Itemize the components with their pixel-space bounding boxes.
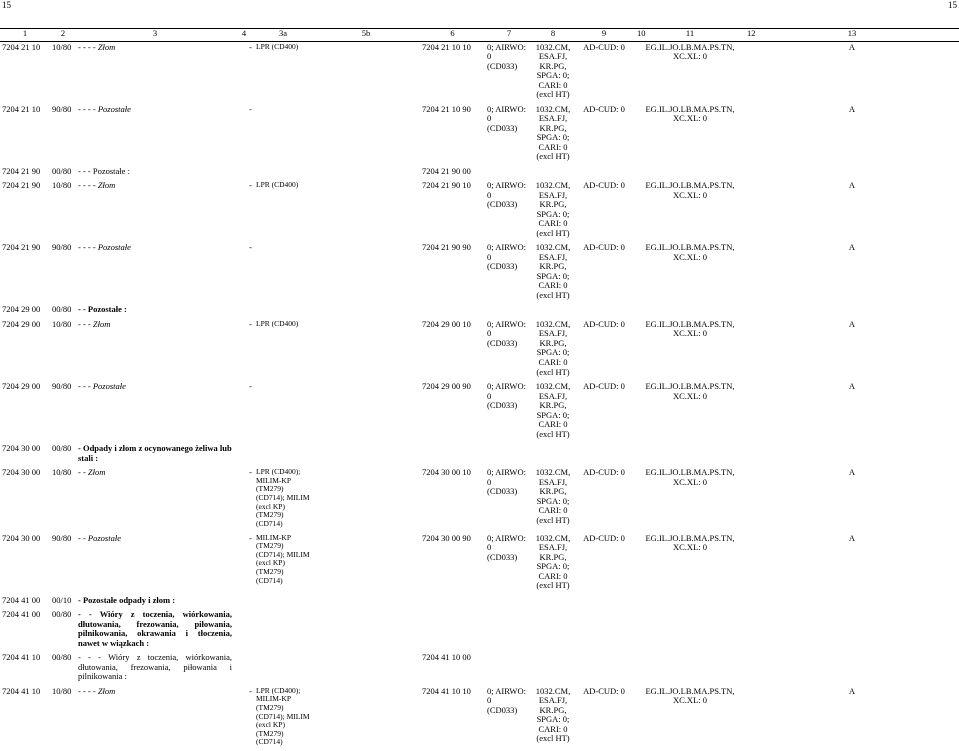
column-5b [254, 166, 312, 177]
status-letter [745, 609, 959, 648]
cn-code: 7204 30 00 [2, 467, 41, 478]
table-row [0, 166, 959, 177]
preferences: EG.IL.JO.LB.MA.PS.TN, XC.XL: 0 [645, 242, 735, 262]
duty-rate [485, 443, 533, 463]
description: - - - - Złom [78, 41, 116, 52]
description: - Odpady i złom z ocynowanego żeliwa lub stali : [78, 443, 234, 463]
status-letter: A [848, 467, 856, 478]
column-header: 6 [450, 28, 455, 38]
description: - Pozostałe odpady i złom : [78, 594, 176, 605]
spacer [312, 41, 420, 100]
suffix: 90/80 [52, 532, 72, 543]
column-header: 8 [550, 28, 556, 38]
taric-code [420, 443, 485, 463]
duty-rate [485, 595, 533, 606]
column-3a [234, 304, 254, 315]
table-row [0, 467, 959, 528]
column-5b [254, 609, 312, 648]
antidumping [573, 652, 635, 682]
suffix: 10/80 [52, 318, 72, 329]
codes: 1032.CM, ESA.FJ, KR.PG, SPGA: 0; CARI: 0 (excl HT) [535, 381, 571, 439]
cn-code: 7204 29 00 [2, 381, 41, 392]
preferences: EG.IL.JO.LB.MA.PS.TN, XC.XL: 0 [645, 685, 735, 706]
duty-rate: 0; AIRWO: 0 (CD033) [487, 103, 526, 133]
status-letter [745, 304, 959, 315]
column-3a [234, 443, 254, 463]
column-header: 3 [152, 28, 158, 38]
description: - - - - Złom [78, 685, 116, 696]
taric-code: 7204 21 90 00 [422, 165, 471, 176]
duty-rate: 0; AIRWO: 0 (CD033) [487, 532, 526, 562]
cn-code: 7204 29 00 [2, 304, 41, 315]
codes: 1032.CM, ESA.FJ, KR.PG, SPGA: 0; CARI: 0 (excl HT) [535, 103, 571, 162]
taric-code: 7204 30 00 90 [422, 532, 471, 543]
suffix: 00/80 [52, 304, 72, 315]
spacer [312, 319, 420, 377]
description: - - - Złom [78, 318, 111, 329]
column-5b [254, 104, 312, 162]
codes: 1032.CM, ESA.FJ, KR.PG, SPGA: 0; CARI: 0 (excl HT) [535, 467, 571, 525]
taric-code: 7204 21 90 10 [422, 180, 471, 191]
duty-rate [485, 166, 533, 177]
table-row [0, 319, 959, 377]
preferences: EG.IL.JO.LB.MA.PS.TN, XC.XL: 0 [645, 532, 735, 553]
codes [533, 443, 573, 463]
antidumping: AD-CUD: 0 [583, 532, 625, 543]
description: - - - Wióry z toczenia, wiórkowania, dłutowania, frezowania, piłowania i pilnikowania : [78, 652, 235, 682]
suffix: 00/80 [52, 652, 72, 663]
spacer [312, 467, 420, 528]
spacer [312, 381, 420, 439]
suffix: 00/80 [52, 165, 72, 176]
table-row [0, 686, 959, 747]
taric-code: 7204 29 00 10 [422, 318, 471, 329]
status-letter: A [848, 242, 856, 253]
taric-code [420, 304, 485, 315]
duty-rate: 0; AIRWO: 0 (CD033) [487, 381, 526, 411]
cn-code: 7204 41 00 [2, 594, 41, 605]
table-row [0, 180, 959, 238]
status-letter [745, 652, 959, 682]
codes: 1032.CM, ESA.FJ, KR.PG, SPGA: 0; CARI: 0 (excl HT) [535, 41, 571, 100]
table-row [0, 533, 959, 591]
column-header: 11 [685, 28, 695, 38]
duty-rate: 0; AIRWO: 0 (CD033) [487, 685, 526, 715]
spacer [312, 304, 420, 315]
spacer [312, 166, 420, 177]
suffix: 10/80 [52, 467, 72, 478]
preferences: EG.IL.JO.LB.MA.PS.TN, XC.XL: 0 [645, 381, 735, 401]
table-row [0, 41, 959, 100]
table-row [0, 104, 959, 162]
column-5b: LPR (CD400) [256, 318, 299, 328]
column-header: 3a [278, 28, 288, 38]
cn-code: 7204 21 10 [2, 41, 41, 52]
description: - - Pozostałe : [78, 304, 127, 315]
antidumping: AD-CUD: 0 [583, 381, 625, 392]
antidumping [573, 595, 635, 606]
preferences [635, 595, 745, 606]
suffix: 10/80 [52, 41, 72, 52]
column-header: 1 [22, 28, 28, 38]
taric-code: 7204 21 10 90 [422, 103, 471, 114]
column-header: 13 [847, 28, 857, 38]
antidumping: AD-CUD: 0 [583, 467, 625, 478]
preferences: EG.IL.JO.LB.MA.PS.TN, XC.XL: 0 [645, 318, 735, 339]
column-5b [254, 381, 312, 439]
suffix: 90/80 [52, 381, 72, 392]
taric-code [420, 595, 485, 606]
preferences [635, 652, 745, 682]
taric-code: 7204 21 90 90 [422, 242, 471, 253]
antidumping [573, 304, 635, 315]
column-3a: - [249, 180, 252, 191]
preferences [635, 166, 745, 177]
column-3a: - [249, 242, 252, 253]
taric-code: 7204 21 10 10 [422, 41, 471, 52]
preferences: EG.IL.JO.LB.MA.PS.TN, XC.XL: 0 [645, 180, 735, 200]
column-3a [234, 595, 254, 606]
duty-rate: 0; AIRWO: 0 (CD033) [487, 242, 526, 272]
column-5b [254, 595, 312, 606]
antidumping [573, 609, 635, 648]
cn-code: 7204 41 00 [2, 609, 41, 620]
duty-rate [485, 304, 533, 315]
table-row [0, 381, 959, 439]
description: - - - - Pozostałe [78, 103, 131, 114]
taric-code: 7204 29 00 90 [422, 381, 471, 392]
suffix: 10/80 [52, 685, 72, 696]
cn-code: 7204 41 10 [2, 685, 41, 696]
column-3a [234, 609, 254, 648]
codes: 1032.CM, ESA.FJ, KR.PG, SPGA: 0; CARI: 0 (excl HT) [535, 532, 571, 591]
codes: 1032.CM, ESA.FJ, KR.PG, SPGA: 0; CARI: 0 (excl HT) [535, 685, 571, 744]
column-header: 5b [361, 28, 371, 38]
taric-code [420, 609, 485, 648]
codes [533, 609, 573, 648]
spacer [312, 104, 420, 162]
spacer [312, 595, 420, 606]
antidumping: AD-CUD: 0 [583, 685, 625, 696]
row-spacer [0, 747, 959, 751]
column-3a: - [249, 532, 252, 543]
cn-code: 7204 21 90 [2, 242, 41, 253]
status-letter [745, 166, 959, 177]
column-3a: - [249, 467, 252, 478]
codes: 1032.CM, ESA.FJ, KR.PG, SPGA: 0; CARI: 0 (excl HT) [535, 318, 571, 377]
cn-code: 7204 21 90 [2, 180, 41, 191]
cn-code: 7204 41 10 [2, 652, 41, 663]
spacer [312, 533, 420, 591]
antidumping [573, 166, 635, 177]
antidumping: AD-CUD: 0 [583, 103, 625, 114]
cn-code: 7204 30 00 [2, 443, 41, 454]
spacer [312, 609, 420, 648]
duty-rate: 0; AIRWO: 0 (CD033) [487, 41, 526, 71]
column-3a: - [249, 103, 252, 114]
column-header: 2 [60, 28, 66, 38]
status-letter: A [848, 103, 856, 114]
column-header-row: 1 2 3 4 3a 5b 6 7 8 9 10 11 12 13 [0, 29, 959, 42]
column-3a: - [249, 381, 252, 392]
suffix: 10/80 [52, 180, 72, 191]
column-3a: - [249, 318, 252, 329]
status-letter [745, 443, 959, 463]
antidumping: AD-CUD: 0 [583, 180, 625, 191]
codes: 1032.CM, ESA.FJ, KR.PG, SPGA: 0; CARI: 0 (excl HT) [535, 242, 571, 300]
spacer [312, 686, 420, 747]
codes [533, 304, 573, 315]
page-number-right: 15 [948, 0, 957, 10]
codes [533, 595, 573, 606]
antidumping: AD-CUD: 0 [583, 242, 625, 253]
column-5b [254, 443, 312, 463]
status-letter: A [848, 318, 856, 329]
suffix: 90/80 [52, 103, 72, 114]
description: - - Pozostałe [78, 532, 121, 543]
table-row [0, 304, 959, 315]
column-3a: - [249, 685, 252, 696]
antidumping [573, 443, 635, 463]
antidumping: AD-CUD: 0 [583, 318, 625, 329]
column-3a: - [249, 41, 252, 52]
preferences [635, 609, 745, 648]
description: - - Wióry z toczenia, wiórkowania, dłutowania, frezowania, piłowania, pilnikowania, okrawania i tłoczenia, nawet w wiązkach : [78, 609, 235, 648]
spacer [312, 443, 420, 463]
page-number-left: 15 [2, 0, 11, 10]
preferences: EG.IL.JO.LB.MA.PS.TN, XC.XL: 0 [645, 467, 735, 487]
codes [533, 166, 573, 177]
preferences [635, 304, 745, 315]
table-row [0, 609, 959, 648]
cn-code: 7204 21 10 [2, 103, 41, 114]
taric-code: 7204 41 10 10 [422, 685, 471, 696]
codes [533, 652, 573, 682]
preferences: EG.IL.JO.LB.MA.PS.TN, XC.XL: 0 [645, 41, 735, 62]
duty-rate: 0; AIRWO: 0 (CD033) [487, 318, 526, 348]
duty-rate: 0; AIRWO: 0 (CD033) [487, 180, 526, 210]
column-3a [234, 652, 254, 682]
suffix: 00/10 [52, 594, 72, 605]
description: - - - - Złom [78, 180, 116, 191]
status-letter: A [848, 381, 856, 392]
column-header: 4 [241, 28, 247, 38]
table-row [0, 443, 959, 463]
codes: 1032.CM, ESA.FJ, KR.PG, SPGA: 0; CARI: 0 (excl HT) [535, 180, 571, 238]
column-header: 7 [506, 28, 512, 38]
status-letter: A [848, 180, 856, 191]
table-row [0, 652, 959, 682]
suffix: 00/80 [52, 609, 72, 620]
status-letter [745, 595, 959, 606]
column-3a [234, 166, 254, 177]
suffix: 00/80 [52, 443, 72, 454]
column-5b [254, 652, 312, 682]
description: - - - Pozostałe : [78, 165, 130, 176]
description: - - - - Pozostałe [78, 242, 131, 253]
status-letter: A [848, 41, 856, 52]
preferences [635, 443, 745, 463]
column-5b: LPR (CD400); MILIM-KP (TM279) (CD714); MILIM (excl KP) (TM279) (CD714) [256, 685, 310, 747]
taric-code: 7204 41 10 00 [422, 652, 471, 663]
description: - - - Pozostałe [78, 381, 126, 392]
duty-rate [485, 652, 533, 682]
column-5b [254, 242, 312, 300]
column-header: 9 [601, 28, 607, 38]
spacer [312, 242, 420, 300]
suffix: 90/80 [52, 242, 72, 253]
description: - - Złom [78, 467, 106, 478]
taric-code: 7204 30 00 10 [422, 467, 471, 478]
tariff-table [0, 28, 959, 751]
cn-code: 7204 29 00 [2, 318, 41, 329]
duty-rate [485, 609, 533, 648]
preferences: EG.IL.JO.LB.MA.PS.TN, XC.XL: 0 [645, 103, 735, 124]
table-row [0, 242, 959, 300]
table-row [0, 595, 959, 606]
column-5b: LPR (CD400) [256, 180, 299, 190]
status-letter: A [848, 532, 856, 543]
cn-code: 7204 21 90 [2, 165, 41, 176]
column-5b [254, 304, 312, 315]
status-letter: A [848, 685, 856, 696]
duty-rate: 0; AIRWO: 0 (CD033) [487, 467, 526, 497]
column-5b: LPR (CD400); MILIM-KP (TM279) (CD714); MILIM (excl KP) (TM279) (CD714) [256, 467, 310, 528]
column-5b: MILIM-KP (TM279) (CD714); MILIM (excl KP) (TM279) (CD714) [256, 532, 310, 585]
spacer [312, 180, 420, 238]
antidumping: AD-CUD: 0 [583, 41, 625, 52]
column-5b: LPR (CD400) [256, 41, 299, 51]
cn-code: 7204 30 00 [2, 532, 41, 543]
spacer [312, 652, 420, 682]
